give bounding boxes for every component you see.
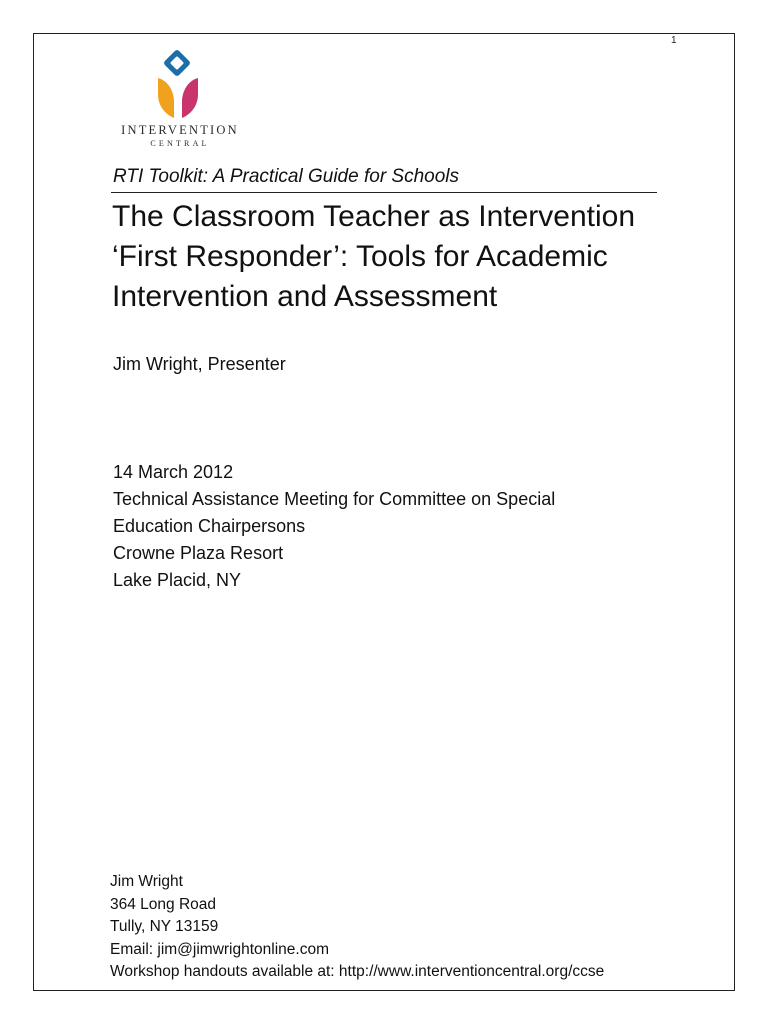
contact-email: Email: jim@jimwrightonline.com xyxy=(110,940,330,958)
logo-mark-icon xyxy=(152,50,204,120)
event-meeting-line-1: Technical Assistance Meeting for Committee on Special xyxy=(113,489,556,509)
logo-word-central: CENTRAL xyxy=(150,139,210,148)
logo-word-intervention: INTERVENTION xyxy=(121,123,239,137)
contact-name: Jim Wright xyxy=(110,873,183,890)
header-divider xyxy=(111,192,657,193)
contact-city: Tully, NY 13159 xyxy=(110,918,219,935)
title-line-2: ‘First Responder’: Tools for Academic xyxy=(112,240,608,273)
contact-details xyxy=(110,871,710,984)
title-line-3: Intervention and Assessment xyxy=(112,280,498,313)
title-line-1: The Classroom Teacher as Intervention xyxy=(112,200,636,233)
page-number: 1 xyxy=(671,35,677,46)
event-location: Lake Placid, NY xyxy=(113,570,242,590)
document-subtitle: RTI Toolkit: A Practical Guide for Schools xyxy=(113,166,460,187)
event-venue: Crowne Plaza Resort xyxy=(113,543,284,563)
contact-handouts-link: Workshop handouts available at: http://www.interventioncentral.org/ccse xyxy=(110,963,605,980)
event-date: 14 March 2012 xyxy=(113,462,234,482)
intervention-central-logo xyxy=(110,50,250,150)
event-details xyxy=(113,459,673,594)
event-meeting-line-2: Education Chairpersons xyxy=(113,516,306,536)
presenter-name: Jim Wright, Presenter xyxy=(113,354,286,374)
contact-street: 364 Long Road xyxy=(110,895,217,913)
document-title xyxy=(112,197,672,317)
